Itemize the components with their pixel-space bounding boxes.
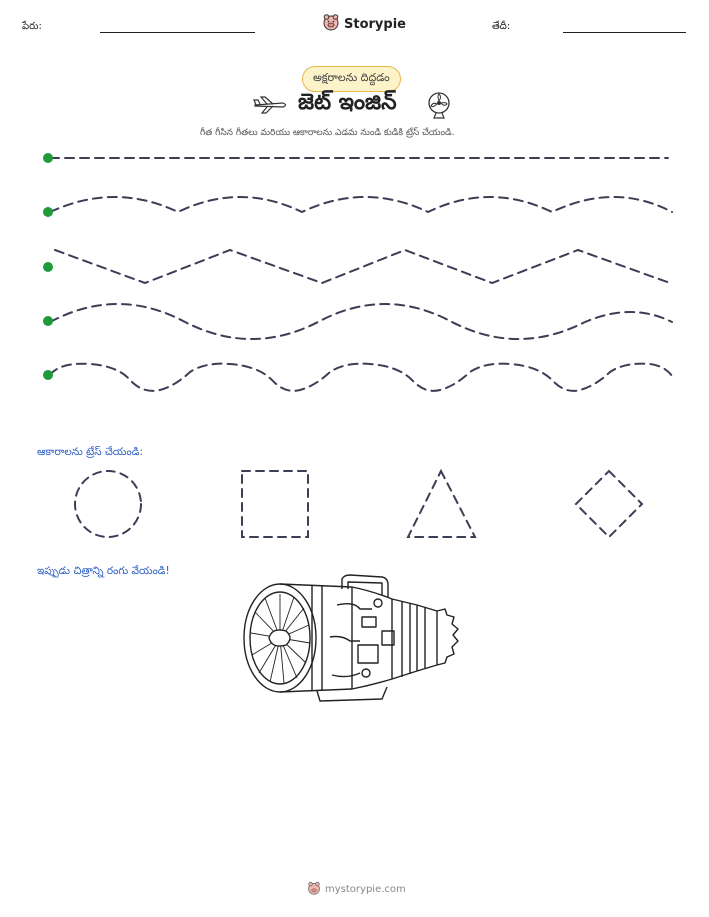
- tracing-shapes: [0, 465, 709, 545]
- tracing-line-zigzag: [55, 250, 670, 283]
- start-dot: [43, 370, 53, 380]
- trace-diamond: [576, 471, 642, 537]
- pig-mascot-icon: [322, 13, 340, 35]
- start-dot: [43, 316, 53, 326]
- date-line[interactable]: [563, 32, 686, 33]
- date-label: తేదీ:: [492, 21, 511, 32]
- instruction-text: గీత గీసిన గీతలు మరియు ఆకారాలను ఎడమ నుండి కుడికి ట్రేస్ చేయండి.: [200, 128, 455, 138]
- brand-name: Storypie: [344, 16, 406, 32]
- coloring-heading: ఇప్పుడు చిత్రాన్ని రంగు వేయండి!: [37, 565, 170, 577]
- start-dot: [43, 207, 53, 217]
- fan-icon: [426, 91, 452, 123]
- tracing-lines: [0, 140, 709, 400]
- jet-engine-illustration: [242, 575, 472, 715]
- trace-circle: [75, 471, 141, 537]
- start-dot: [43, 153, 53, 163]
- brand-logo: [322, 13, 406, 35]
- pig-mascot-icon: [307, 880, 321, 899]
- name-line[interactable]: [100, 32, 255, 33]
- footer-brand: [307, 880, 406, 899]
- worksheet-title: జెట్ ఇంజిన్: [298, 90, 397, 115]
- airplane-icon: [253, 96, 289, 118]
- tracing-line-gentle-wave: [50, 197, 672, 212]
- footer-site[interactable]: mystorypie.com: [325, 884, 406, 895]
- shapes-heading: ఆకారాలను ట్రేస్ చేయండి:: [37, 446, 144, 458]
- trace-triangle: [408, 471, 475, 537]
- tracing-line-rounded-wave: [50, 364, 672, 391]
- start-dot: [43, 262, 53, 272]
- trace-square: [242, 471, 308, 537]
- name-label: పేరు:: [22, 21, 42, 32]
- worksheet-badge: అక్షరాలను దిద్దడం: [302, 66, 401, 92]
- tracing-line-wave: [50, 304, 672, 339]
